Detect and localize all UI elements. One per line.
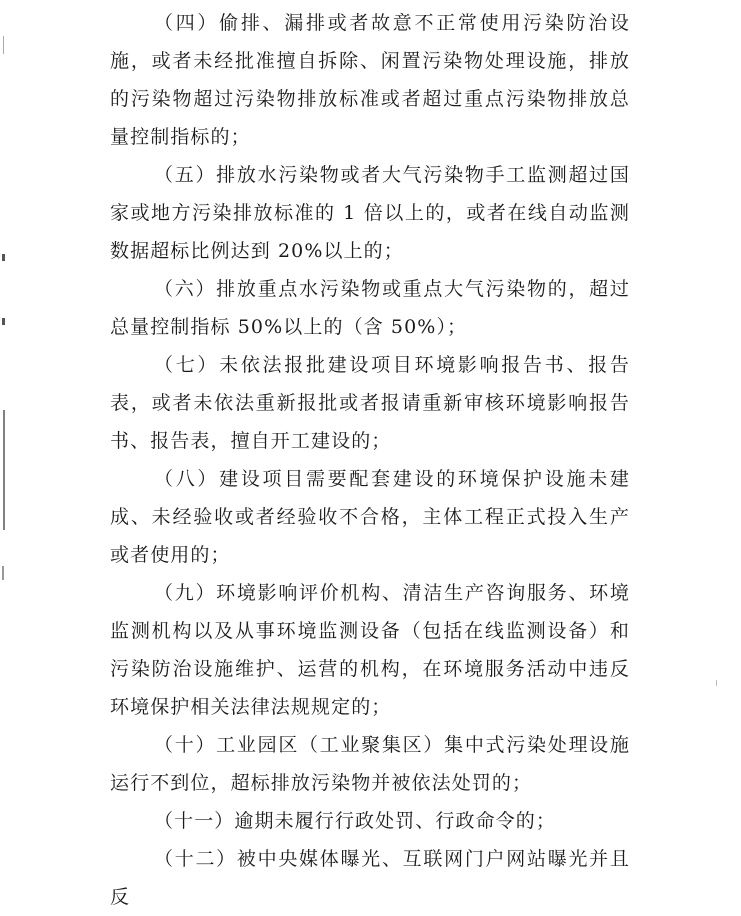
paragraph-item-6: （六）排放重点水污染物或重点大气污染物的，超过总量控制指标 50%以上的（含 50%）； xyxy=(110,278,630,338)
scan-artifact xyxy=(3,410,5,530)
scan-artifact xyxy=(2,254,5,261)
scan-artifact xyxy=(3,36,4,54)
scan-artifact xyxy=(2,318,5,325)
paragraph-item-11: （十一）逾期未履行行政处罚、行政命令的； xyxy=(154,810,557,832)
paragraph-item-7: （七）未依法报批建设项目环境影响报告书、报告表，或者未依法重新报批或者报请重新审核环境影响报告书、报告表，擅自开工建设的； xyxy=(110,354,630,452)
paragraph-item-5: （五）排放水污染物或者大气污染物手工监测超过国家或地方污染排放标准的 1 倍以上的，或者在线自动监测数据超标比例达到 20%以上的； xyxy=(110,164,630,262)
paragraph-item-12: （十二）被中央媒体曝光、互联网门户网站曝光并且反 xyxy=(110,848,630,908)
paragraph-item-10: （十）工业园区（工业聚集区）集中式污染处理设施运行不到位，超标排放污染物并被依法处罚的； xyxy=(110,734,630,794)
paragraph-item-9: （九）环境影响评价机构、清洁生产咨询服务、环境监测机构以及从事环境监测设备（包括在线监测设备）和污染防治设施维护、运营的机构，在环境服务活动中违反环境保护相关法律法规规定的； xyxy=(110,582,630,718)
scan-artifact xyxy=(2,566,4,580)
scan-artifact xyxy=(716,680,717,686)
paragraph-item-8: （八）建设项目需要配套建设的环境保护设施未建成、未经验收或者经验收不合格，主体工程正式投入生产或者使用的； xyxy=(110,468,630,566)
paragraph-item-4: （四）偷排、漏排或者故意不正常使用污染防治设施，或者未经批准擅自拆除、闲置污染物处理设施，排放的污染物超过污染物排放标准或者超过重点污染物排放总量控制指标的； xyxy=(110,12,630,148)
